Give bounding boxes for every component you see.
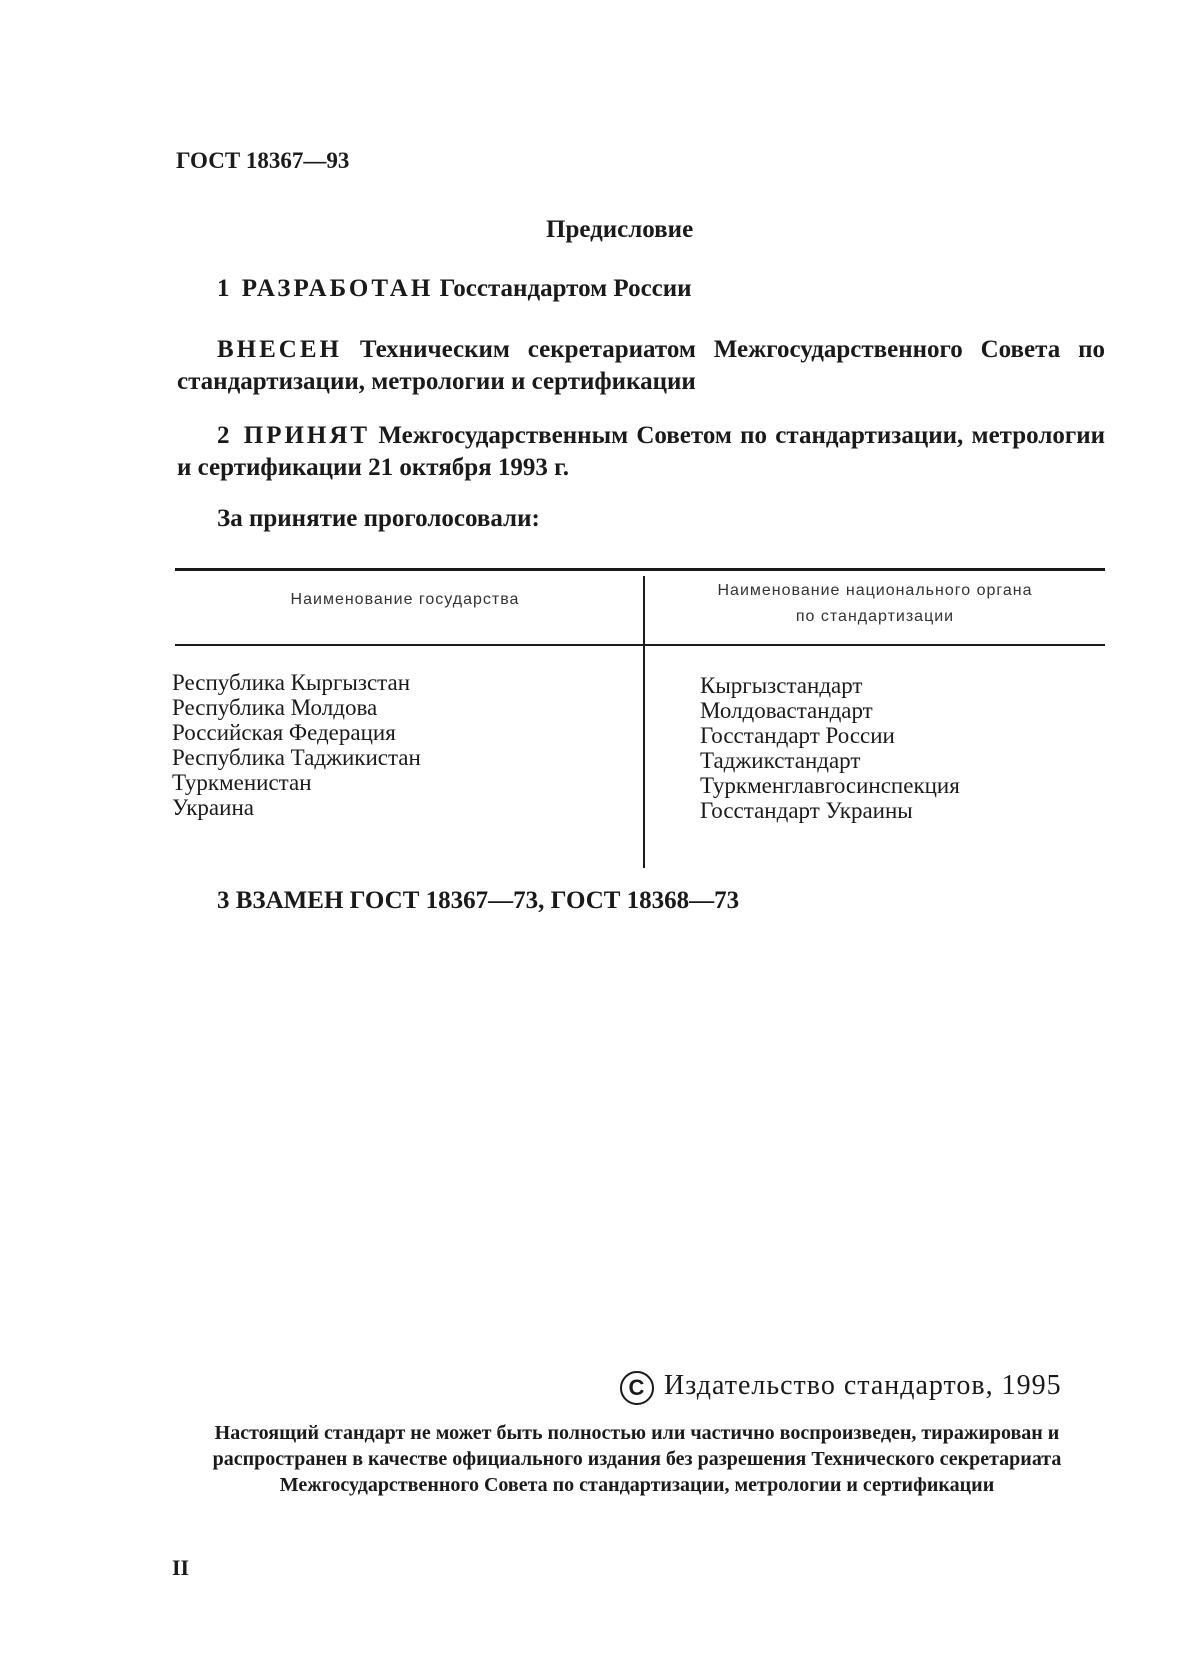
table-cell-body: Кыргызстандарт xyxy=(700,673,863,698)
page-number: II xyxy=(172,1555,190,1580)
table-cell-state: Республика Таджикистан xyxy=(172,745,421,770)
table-cell-state: Республика Молдова xyxy=(172,695,378,720)
table-cell-state: Республика Кыргызстан xyxy=(172,670,411,695)
copyright-line xyxy=(620,1370,1062,1405)
table-cell-state: Украина xyxy=(172,795,254,820)
item-3: 3 ВЗАМЕН ГОСТ 18367—73, ГОСТ 18368—73 xyxy=(217,887,740,914)
item-2-text: Межгосударственным Советом по стандартизации, метрологии и сертификации 21 октября 1993 г. xyxy=(177,422,1106,481)
reproduction-notice: Настоящий стандарт не может быть полностью или частично воспроизведен, тиражирован и распространен в качестве официального издания без разрешения Технического секретариата Межгосударственного Совета по стандартизации, метрологии и сертификации xyxy=(212,1422,1062,1496)
table-cell-body: Госстандарт Украины xyxy=(700,798,913,823)
vote-heading: За принятие проголосовали: xyxy=(217,505,540,532)
table-cell-body: Туркменглавгосинспекция xyxy=(700,773,960,798)
column-header-body xyxy=(645,578,1105,630)
introduced-paragraph xyxy=(177,334,1105,398)
item-2 xyxy=(177,420,1105,484)
states-column xyxy=(172,670,421,820)
table-cell-state: Туркменистан xyxy=(172,770,312,795)
column-header-body-line1: Наименование национального органа xyxy=(717,582,1033,599)
introduced-lead: ВНЕСЕН xyxy=(217,336,342,363)
table-top-rule xyxy=(175,568,1105,571)
column-header-state: Наименование государства xyxy=(290,591,520,608)
item-1-lead: 1 РАЗРАБОТАН xyxy=(217,275,434,302)
item-2-lead: 2 ПРИНЯТ xyxy=(217,422,371,449)
table-header-rule xyxy=(175,644,1105,646)
table-cell-body: Таджикстандарт xyxy=(700,748,861,773)
column-header-body-line2: по стандартизации xyxy=(795,608,955,625)
copyright-icon: С xyxy=(620,1371,654,1405)
bodies-column xyxy=(700,673,960,823)
introduced-text: Техническим секретариатом Межгосударственного Совета по стандартизации, метрологии и сертификации xyxy=(177,336,1105,395)
item-1 xyxy=(217,275,692,303)
table-cell-body: Госстандарт России xyxy=(700,723,895,748)
item-1-text: Госстандартом России xyxy=(439,275,692,302)
table-cell-body: Молдовастандарт xyxy=(700,698,873,723)
copyright-text: Издательство стандартов, 1995 xyxy=(664,1370,1062,1401)
table-cell-state: Российская Федерация xyxy=(172,720,396,745)
preface-title: Предисловие xyxy=(546,216,694,243)
document-code: ГОСТ 18367—93 xyxy=(176,148,350,173)
